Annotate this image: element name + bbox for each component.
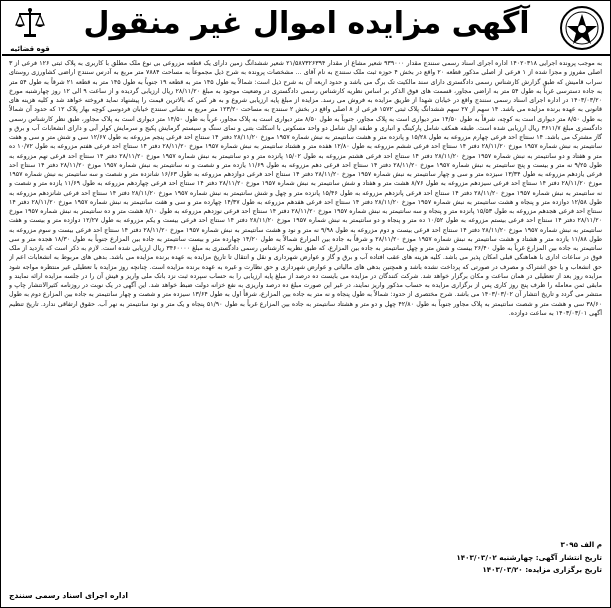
notice-footer — [9, 539, 602, 605]
notice-title: آگهی مزایده اموال غیر منقول — [83, 6, 530, 41]
notice-body — [9, 59, 602, 537]
notice-body-text: به موجب پرونده اجرایی ۱۴۰۲۰۳۱۸ اداره اجرای اسناد رسمی سنندج مقدار ۹۳۹۰۰۰ شعیر مشاع از مقدار ۲۱/۵۸۷۳۲۶۳۹۴ شعیر ششدانگ زمین دارای یک قطعه مزروعی بی نوع ملک مطلق با کاربری به پلاک ثبتی ۱۲۶ فرعی از ۳ اصلی مفروز و مجزا شده از ۱ فرعی از اصلی مذکور قطعه ۲۰ واقع در بخش ۴ حوزه ثبت ملک سنندج به نام آقای ... مشخصات پرونده به شرح ذیل مجموعاً به مساحت ۷۸۸۴ متر مربع به آدرس سنندج اراضی کشاورزی روستای سراب قامیش که طبق گزارش کارشناس رسمی دادگستری دارای سند مالکیت تک برگ می باشد و حدود اربعه آن به شرح ذیل است: شمالاً به طول ۱۴۵ متر به قطعه ۱۹ جنوباً به طول ۱۴۵ متر به قطعه ۲۱ شرقاً به طول ۵۴ متر به جاده دسترسی غرباً به طول ۵۴ متر به اراضی مجاور، قسمت های فوق الذکر بر اساس نظریه کارشناس رسمی دادگستری در وضعیت موجود به مبلغ ۲۸/۱۱/۲۰ ریال ارزیابی گردیده و از ساعت ۹ الی ۱۲ روز چهارشنبه مورخ ۱۴۰۳/۰۳/۲۰ در اداره اجرای اسناد رسمی سنندج واقع در خیابان شهدا از طریق مزایده به فروش می رسد. مزایده از مبلغ پایه ارزیابی شروع و به هر کس که بالاترین قیمت را پیشنهاد نماید فروخته خواهد شد و کلیه هزینه های قانونی به عهده برنده مزایده می باشد. ۱۴ سهم از ۲۷ سهم ششدانگ پلاک ثبتی ۱۵۷۲ فرعی از ۸ اصلی واقع در بخش ۲ سنندج به مساحت ۱۲۳/۲۰ متر مربع به نشانی سنندج خیابان فردوسی کوچه بهار پلاک ۱۲ که حدود آن شمالاً به طول ۸/۵۰ متر دیواری است به کوچه، شرقاً به طول ۱۴/۵۰ متر دیواری است به پلاک مجاور، جنوباً به طول ۸/۵۰ متر دیواری است به پلاک مجاور، غرباً به طول ۱۴/۵۰ متر دیواری است به پلاک مجاور، طبق نظر کارشناس رسمی دادگستری مبلغ ۳۶۱۱/۷ ریال ارزیابی شده است. طبقه همکف شامل پارکینگ و انباری و طبقه اول شامل دو واحد مسکونی با اسکلت بتنی و نمای سنگ و سیستم گرمایش پکیج و سرمایش کولر آبی و دارای انشعابات آب و برق و گاز مشترک می باشد. ۱۴ سنتاج احد فرعی چهارم مزروعه به طول ۱۵/۲۸ و پانزده متر و هشت سانتیمتر به نبش شماره ۱۹۵۷ موزخ ۲۸/۱۱/۲۰ دفتر ۱۴ سنتاج احد فرعی پنجم مزروعه به طول ۱۲/۶۷ سی و شش متر و سی و هفت سانتیمتر به نبش شماره ۱۹۵۷ موزخ ۲۸/۱۱/۲۰ دفتر ۱۴ سنتاج احد فرعی ششم مزروعه به طول ۱۲/۸۰ هفده متر و هشتاد سانتیمتر به نبش شماره ۱۹۵۷ موزخ ۲۸/۱۱/۲۰ دفتر ۱۴ سنتاج احد فرعی هفتم مزروعه به طول ۱۰/۷۲ ده متر و هفتاد و دو سانتیمتر به نبش شماره ۱۹۵۷ موزخ ۲۸/۱۱/۲۰ دفتر ۱۴ سنتاج احد فرعی هشتم مزروعه به طول ۱۵/۰۲ پانزده متر و دو سانتیمتر به نبش شماره ۱۹۵۷ موزخ ۲۸/۱۱/۲۰ دفتر ۱۴ سنتاج احد فرعی نهم مزروعه به طول ۹/۲۵ نه متر و بیست و پنج سانتیمتر به نبش شماره ۱۹۵۷ موزخ ۲۸/۱۱/۲۰ دفتر ۱۴ سنتاج احد فرعی دهم مزروعه به طول ۱۱/۶۹ یازده متر و شصت و نه سانتیمتر به نبش شماره ۱۹۵۷ موزخ ۲۸/۱۱/۲۰ دفتر ۱۴ سنتاج احد فرعی یازدهم مزروعه به طول ۱۳/۳۴ سیزده متر و سی و چهار سانتیمتر به نبش شماره ۱۹۵۷ موزخ ۲۸/۱۱/۲۰ دفتر ۱۴ سنتاج احد فرعی دوازدهم مزروعه به طول ۱۶/۶۳ شانزده متر و شصت و سه سانتیمتر به نبش شماره ۱۹۵۷ موزخ ۲۸/۱۱/۲۰ دفتر ۱۴ سنتاج احد فرعی سیزدهم مزروعه به طول ۸/۷۶ هشت متر و هفتاد و شش سانتیمتر به نبش شماره ۱۹۵۷ موزخ ۲۸/۱۱/۲۰ دفتر ۱۴ سنتاج احد فرعی چهاردهم مزروعه به طول ۱۱/۶۹ یازده متر و شصت و نه سانتیمتر به نبش شماره ۱۹۵۷ موزخ ۲۸/۱۱/۲۰ دفتر ۱۴ سنتاج احد فرعی پانزدهم مزروعه به طول ۱۵/۴۶ پانزده متر و چهل و شش سانتیمتر به نبش شماره ۱۹۵۷ موزخ ۲۸/۱۱/۲۰ دفتر ۱۴ سنتاج احد فرعی شانزدهم مزروعه به طول ۱۲/۵۸ دوازده متر و پنجاه و هشت سانتیمتر به نبش شماره ۱۹۵۷ موزخ ۲۸/۱۱/۲۰ دفتر ۱۴ سنتاج احد فرعی هفدهم مزروعه به طول ۱۴/۳۷ چهارده متر و سی و هفت سانتیمتر به نبش شماره ۱۹۵۷ موزخ ۲۸/۱۱/۲۰ دفتر ۱۴ سنتاج احد فرعی هجدهم مزروعه به طول ۱۵/۵۳ پانزده متر و پنجاه و سه سانتیمتر به نبش شماره ۱۹۵۷ موزخ ۲۸/۱۱/۲۰ دفتر ۱۴ سنتاج احد فرعی نوزدهم مزروعه به طول ۸/۱۰ هشت متر و ده سانتیمتر به نبش شماره ۱۹۵۷ موزخ ۲۸/۱۱/۲۰ دفتر ۱۴ سنتاج احد فرعی بیستم مزروعه به طول ۱۰/۵۲ ده متر و پنجاه و دو سانتیمتر به نبش شماره ۱۹۵۷ موزخ ۲۸/۱۱/۲۰ دفتر ۱۴ سنتاج احد فرعی بیست و یکم مزروعه به طول ۱۲/۲۷ دوازده متر و بیست و هفت سانتیمتر به نبش شماره ۱۹۵۷ موزخ ۲۸/۱۱/۲۰ دفتر ۱۴ سنتاج احد فرعی بیست و دوم مزروعه به طول ۹/۹۸ نه متر و نود و هشت سانتیمتر به نبش شماره ۱۹۵۷ موزخ ۲۸/۱۱/۲۰ دفتر ۱۴ سنتاج احد فرعی بیست و سوم مزروعه به طول ۱۱/۸۸ یازده متر و هشتاد و هشت سانتیمتر به نبش شماره ۱۹۵۷ موزخ ۲۸/۱۱/۲۰ و شرقاً به جاده بین المزارع شمالاً به طول ۱۴/۲۰ چهارده متر و بیست سانتیمتر به جاده بین المزارع جنوباً به طول ۱۸/۳۰ هجده متر و سی سانتیمتر به جاده بین المزارع غرباً به طول ۲۶/۴۰ بیست و شش متر و چهل سانتیمتر به جاده بین المزارع، که طبق نظریه کارشناس رسمی دادگستری به مبلغ ۳۴۶۰۰۰۰ ریال ارزیابی شده است. لازم به ذکر است که بازدید از ملک فوق در ساعات اداری با هماهنگی قبلی امکان پذیر می باشد. کلیه هزینه های عقب افتاده آب و برق و گاز و عوارض شهرداری و نقل و انتقال تا تاریخ مزایده به عهده برنده مزایده می باشد. بدهی های مربوط به انشعابات اعم از حق انشعاب و یا حق اشتراک و مصرف در صورتی که پرداخت نشده باشد و همچنین بدهی های مالیاتی و عوارض شهرداری و حق نظارت و غیره به عهده برنده مزایده است. چنانچه روز مزایده با تعطیلی غیر منتظره مواجه شود مزایده روز بعد از تعطیلی در همان ساعت و مکان برگزار خواهد شد. شرکت کنندگان در مزایده می بایست ده درصد از مبلغ پایه ارزیابی را به حساب سپرده ثبت نزد بانک ملی واریز و فیش آن را در جلسه مزایده ارائه نمایند و مابقی ثمن معامله را ظرف پنج روز کاری پس از برگزاری مزایده به حساب مذکور واریز نمایند، در غیر این صورت مبلغ ده درصد واریزی به نفع خزانه دولت ضبط خواهد شد. این آگهی در یک نوبت در روزنامه کثیرالانتشار چاپ و منتشر می گردد و تاریخ انتشار آن ۱۴۰۳/۰۳/۰۲ می باشد. شرح مختصری از حدود: شمالاً به طول پنجاه و نه متر به جاده بین المزارع، شرقاً اول به طول ۱۳/۶۴ سیزده متر و شصت و چهار سانتیمتر به جاده بین المزارع دوم به طول ۳۸/۶۰ سی و هشت متر و شصت سانتیمتر به پلاک مجاور جنوباً به طول ۴۲/۸۰ چهل و دو متر و هشتاد سانتیمتر به جاده بین المزارع غرباً به طول ۵۱/۹۰ پنجاه و یک متر و نود سانتیمتر به نهر آب. حقوق ارتفاقی ندارد. تاریخ تنظیم آگهی ۱۴۰۳/۰۳/۰۱ به ساعت دوازده. — [9, 60, 602, 317]
scales-of-justice-icon — [13, 25, 47, 44]
emblem-caption: قوه قضائیه — [10, 45, 50, 53]
publish-date: تاریخ انتشار آگهی: چهارشنبه ۱۴۰۳/۰۳/۰۲ — [456, 553, 602, 562]
auction-date: تاریخ برگزاری مزایده: ۱۴۰۳/۰۳/۲۰ — [482, 565, 602, 574]
judiciary-emblem — [8, 6, 52, 52]
reference-number: م الف ۳۰۹۵ — [560, 540, 602, 549]
issuing-office: اداره اجرای اسناد رسمی سنندج — [9, 591, 128, 600]
notice-header — [2, 2, 611, 56]
